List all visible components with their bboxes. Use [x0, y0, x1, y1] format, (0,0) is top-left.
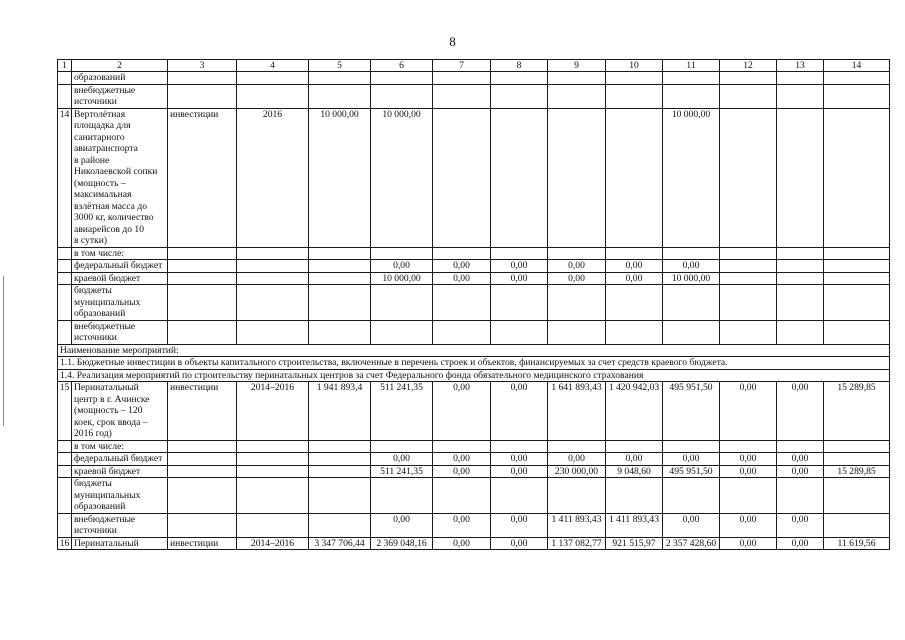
table-cell: 0,00 — [433, 513, 491, 537]
table-cell: 511 241,35 — [371, 382, 433, 441]
table-cell — [824, 320, 890, 344]
table-row — [58, 537, 890, 550]
table-cell — [491, 285, 548, 321]
table-cell: 0,00 — [433, 453, 491, 466]
table-row — [58, 513, 890, 537]
table-cell — [606, 247, 663, 260]
table-cell: 0,00 — [433, 272, 491, 285]
table-cell: 0,00 — [491, 382, 548, 441]
col-number: 5 — [309, 60, 371, 72]
table-row — [58, 465, 890, 478]
table-cell — [168, 72, 237, 85]
table-cell: 495 951,50 — [663, 465, 720, 478]
table-cell — [309, 465, 371, 478]
section-title-row — [58, 344, 890, 357]
row-number-cell — [58, 247, 72, 260]
table-cell — [824, 84, 890, 108]
table-cell — [168, 247, 237, 260]
row-label-cell: образований — [72, 72, 168, 85]
col-number: 4 — [237, 60, 309, 72]
table-cell — [824, 453, 890, 466]
table-cell — [777, 440, 824, 453]
table-cell — [433, 478, 491, 514]
table-cell: 0,00 — [663, 260, 720, 273]
table-cell — [777, 247, 824, 260]
table-cell — [168, 440, 237, 453]
table-cell: 0,00 — [548, 453, 606, 466]
col-number: 7 — [433, 60, 491, 72]
table-cell: 1 941 893,4 — [309, 382, 371, 441]
row-number-cell — [58, 84, 72, 108]
row-number-cell — [58, 453, 72, 466]
table-cell — [237, 260, 309, 273]
table-cell — [309, 453, 371, 466]
table-cell — [720, 72, 777, 85]
table-cell: 2016 — [237, 108, 309, 247]
table-cell: 0,00 — [663, 453, 720, 466]
row-number-cell — [58, 440, 72, 453]
table-cell — [433, 84, 491, 108]
row-number-cell — [58, 478, 72, 514]
table-cell: инвестиции — [168, 382, 237, 441]
table-cell: 511 241,35 — [371, 465, 433, 478]
section-header — [58, 344, 890, 382]
table-cell: 0,00 — [433, 382, 491, 441]
table-cell — [606, 84, 663, 108]
table-cell — [237, 285, 309, 321]
row-label-cell: Перинатальный — [72, 537, 168, 550]
table-cell — [237, 440, 309, 453]
table-cell: 0,00 — [491, 453, 548, 466]
table-cell: 0,00 — [548, 260, 606, 273]
column-number-row — [58, 60, 890, 72]
table-cell — [168, 478, 237, 514]
table-cell — [491, 84, 548, 108]
table-cell: 0,00 — [491, 465, 548, 478]
table-cell — [720, 272, 777, 285]
table-row — [58, 320, 890, 344]
table-row — [58, 84, 890, 108]
table-cell — [777, 260, 824, 273]
table-cell: 0,00 — [491, 537, 548, 550]
table-cell: 10 000,00 — [371, 108, 433, 247]
table-cell — [237, 84, 309, 108]
table-cell — [548, 320, 606, 344]
table-cell — [433, 320, 491, 344]
table-cell — [663, 478, 720, 514]
col-number: 12 — [720, 60, 777, 72]
table-cell — [168, 453, 237, 466]
table-cell — [371, 478, 433, 514]
table-cell — [237, 247, 309, 260]
row-label-cell: Перинатальный центр в г. Ачинске (мощность – 120 коек, срок ввода – 2016 год) — [72, 382, 168, 441]
table-cell — [237, 478, 309, 514]
table-cell: 15 289,85 — [824, 382, 890, 441]
table-cell — [824, 260, 890, 273]
table-cell: 10 000,00 — [663, 108, 720, 247]
table-cell: инвестиции — [168, 537, 237, 550]
table-cell — [663, 84, 720, 108]
row-number-cell: 15 — [58, 382, 72, 441]
section-title: Наименование мероприятий: — [58, 344, 890, 357]
table-cell — [237, 465, 309, 478]
table-cell — [168, 465, 237, 478]
section-line-row — [58, 369, 890, 382]
table-cell: 10 000,00 — [309, 108, 371, 247]
col-number: 8 — [491, 60, 548, 72]
table-cell: 0,00 — [491, 272, 548, 285]
table-cell — [237, 453, 309, 466]
col-number: 11 — [663, 60, 720, 72]
table-cell — [720, 440, 777, 453]
table-cell — [491, 72, 548, 85]
table-cell — [309, 513, 371, 537]
table-cell — [371, 440, 433, 453]
table-cell: 0,00 — [606, 272, 663, 285]
table-cell — [824, 478, 890, 514]
table-cell: 0,00 — [433, 260, 491, 273]
table-cell — [720, 478, 777, 514]
table-cell — [371, 72, 433, 85]
table-cell: 0,00 — [371, 513, 433, 537]
table-cell: 0,00 — [777, 453, 824, 466]
row-number-cell — [58, 272, 72, 285]
table-cell — [663, 320, 720, 344]
row-label-cell: бюджеты муниципальных образований — [72, 478, 168, 514]
table-cell — [720, 247, 777, 260]
table-row — [58, 108, 890, 247]
table-cell — [491, 320, 548, 344]
table-cell — [777, 285, 824, 321]
table-row — [58, 272, 890, 285]
table-cell: 3 347 706,44 — [309, 537, 371, 550]
row-label-cell: краевой бюджет — [72, 272, 168, 285]
table-cell: 0,00 — [606, 453, 663, 466]
table-cell — [433, 72, 491, 85]
table-cell — [309, 272, 371, 285]
table-cell: 9 048,60 — [606, 465, 663, 478]
table-cell — [237, 320, 309, 344]
table-cell: 2 357 428,60 — [663, 537, 720, 550]
table-cell — [491, 440, 548, 453]
table-cell — [548, 72, 606, 85]
table-row — [58, 72, 890, 85]
row-number-cell: 16 — [58, 537, 72, 550]
table-cell: 0,00 — [720, 382, 777, 441]
row-number-cell — [58, 285, 72, 321]
table-cell — [777, 84, 824, 108]
table-cell: 1 411 893,43 — [548, 513, 606, 537]
table-cell: 0,00 — [606, 260, 663, 273]
table-cell — [606, 108, 663, 247]
col-number: 6 — [371, 60, 433, 72]
table-cell: 921 515,97 — [606, 537, 663, 550]
table-cell — [720, 84, 777, 108]
table-cell: 495 951,50 — [663, 382, 720, 441]
table-cell: 0,00 — [777, 537, 824, 550]
table-cell: 1 420 942,03 — [606, 382, 663, 441]
table-cell: 2 369 048,16 — [371, 537, 433, 550]
table-row — [58, 440, 890, 453]
table-cell — [237, 513, 309, 537]
table-cell — [371, 247, 433, 260]
table-cell: 0,00 — [720, 453, 777, 466]
table-cell: 0,00 — [371, 453, 433, 466]
table-cell — [548, 478, 606, 514]
table-cell: 15 289,85 — [824, 465, 890, 478]
table-cell: 0,00 — [371, 260, 433, 273]
table-cell — [433, 440, 491, 453]
row-label-cell: бюджеты муниципальных образований — [72, 285, 168, 321]
col-number: 10 — [606, 60, 663, 72]
table-cell: 1 641 893,43 — [548, 382, 606, 441]
table-cell — [606, 72, 663, 85]
table-cell: 2014–2016 — [237, 382, 309, 441]
table-cell: 0,00 — [777, 513, 824, 537]
row-label-cell: внебюджетные источники — [72, 513, 168, 537]
table-cell: 0,00 — [491, 260, 548, 273]
table-cell — [824, 72, 890, 85]
table-row — [58, 247, 890, 260]
page-number: 8 — [449, 34, 456, 49]
table-cell — [548, 108, 606, 247]
col-number: 2 — [72, 60, 168, 72]
table-cell — [777, 108, 824, 247]
table-cell: 1 137 082,77 — [548, 537, 606, 550]
section-line-1: 1.1. Бюджетные инвестиции в объекты капитального строительства, включенные в перечень строек и объектов, финансируемых за счет средств краевого бюджета. — [58, 357, 890, 370]
table-cell: 0,00 — [548, 272, 606, 285]
table-cell — [168, 272, 237, 285]
table-cell: 10 000,00 — [371, 272, 433, 285]
table-row — [58, 453, 890, 466]
table-cell: 0,00 — [491, 513, 548, 537]
table-cell — [371, 84, 433, 108]
table-cell — [606, 320, 663, 344]
table-cell — [548, 84, 606, 108]
col-number: 1 — [58, 60, 72, 72]
row-label-cell: федеральный бюджет — [72, 453, 168, 466]
table-cell: 10 000,00 — [663, 272, 720, 285]
table-cell — [777, 272, 824, 285]
table-cell: 0,00 — [720, 537, 777, 550]
row-number-cell — [58, 72, 72, 85]
table-cell — [663, 72, 720, 85]
table-cell — [168, 513, 237, 537]
table-cell — [237, 72, 309, 85]
table-cell — [777, 320, 824, 344]
table-cell — [309, 478, 371, 514]
table-cell — [309, 72, 371, 85]
table-cell — [663, 247, 720, 260]
table-row — [58, 260, 890, 273]
table-cell: 0,00 — [777, 382, 824, 441]
row-label-cell: Вертолётная площадка для санитарного авиатранспорта в районе Николаевской сопки (мощность – максимальная взлётная масса до 3000 кг, количество авиарейсов до 10 в сутки) — [72, 108, 168, 247]
section-line-row — [58, 357, 890, 370]
row-number-cell — [58, 260, 72, 273]
table-cell — [433, 285, 491, 321]
table-body-bottom — [58, 382, 890, 550]
table-cell — [663, 285, 720, 321]
section-line-2: 1.4. Реализация мероприятий по строительству перинатальных центров за счет Федерального фонда обязательного медицинского страхования — [58, 369, 890, 382]
table-cell: 0,00 — [777, 465, 824, 478]
table-cell — [824, 440, 890, 453]
table-cell — [309, 84, 371, 108]
row-label-cell: в том числе: — [72, 440, 168, 453]
row-number-cell — [58, 320, 72, 344]
col-number: 9 — [548, 60, 606, 72]
table-cell — [720, 108, 777, 247]
table-cell — [309, 260, 371, 273]
row-label-cell: внебюджетные источники — [72, 84, 168, 108]
budget-table — [57, 59, 890, 550]
table-cell: 0,00 — [720, 465, 777, 478]
table-cell — [237, 272, 309, 285]
row-number-cell — [58, 465, 72, 478]
table-cell — [168, 260, 237, 273]
table-cell — [309, 440, 371, 453]
table-cell: 0,00 — [433, 465, 491, 478]
table-cell — [491, 108, 548, 247]
row-label-cell: федеральный бюджет — [72, 260, 168, 273]
table-cell: 11 619,56 — [824, 537, 890, 550]
table-cell: 1 411 893,43 — [606, 513, 663, 537]
table-cell — [824, 285, 890, 321]
table-cell — [168, 84, 237, 108]
table-cell — [168, 285, 237, 321]
table-row — [58, 285, 890, 321]
table-cell — [491, 478, 548, 514]
table-cell — [824, 272, 890, 285]
table-cell: 0,00 — [433, 537, 491, 550]
table-row — [58, 382, 890, 441]
col-number: 3 — [168, 60, 237, 72]
table-cell — [433, 247, 491, 260]
table-cell: 0,00 — [663, 513, 720, 537]
row-label-cell: в том числе: — [72, 247, 168, 260]
table-cell — [720, 320, 777, 344]
row-number-cell — [58, 513, 72, 537]
table-cell — [663, 440, 720, 453]
table-cell — [433, 108, 491, 247]
table-cell: 230 000,00 — [548, 465, 606, 478]
table-row — [58, 478, 890, 514]
table-cell — [777, 478, 824, 514]
table-cell — [824, 108, 890, 247]
table-cell — [777, 72, 824, 85]
scan-edge-line — [3, 276, 4, 426]
row-number-cell: 14 — [58, 108, 72, 247]
table-cell: 0,00 — [720, 513, 777, 537]
table-cell — [606, 285, 663, 321]
row-label-cell: краевой бюджет — [72, 465, 168, 478]
col-number: 13 — [777, 60, 824, 72]
table-cell — [824, 513, 890, 537]
table-cell — [548, 285, 606, 321]
table-cell — [309, 285, 371, 321]
table-cell — [371, 285, 433, 321]
table-cell — [491, 247, 548, 260]
row-label-cell: внебюджетные источники — [72, 320, 168, 344]
table-cell — [606, 478, 663, 514]
table-cell — [606, 440, 663, 453]
table-cell — [548, 440, 606, 453]
table-cell — [371, 320, 433, 344]
table-cell — [309, 320, 371, 344]
table-cell — [548, 247, 606, 260]
table-cell — [168, 320, 237, 344]
table-cell — [309, 247, 371, 260]
table-cell — [720, 260, 777, 273]
table-body-top — [58, 60, 890, 345]
table-cell — [720, 285, 777, 321]
table-cell: инвестиции — [168, 108, 237, 247]
table-cell: 2014–2016 — [237, 537, 309, 550]
table-cell — [824, 247, 890, 260]
col-number: 14 — [824, 60, 890, 72]
